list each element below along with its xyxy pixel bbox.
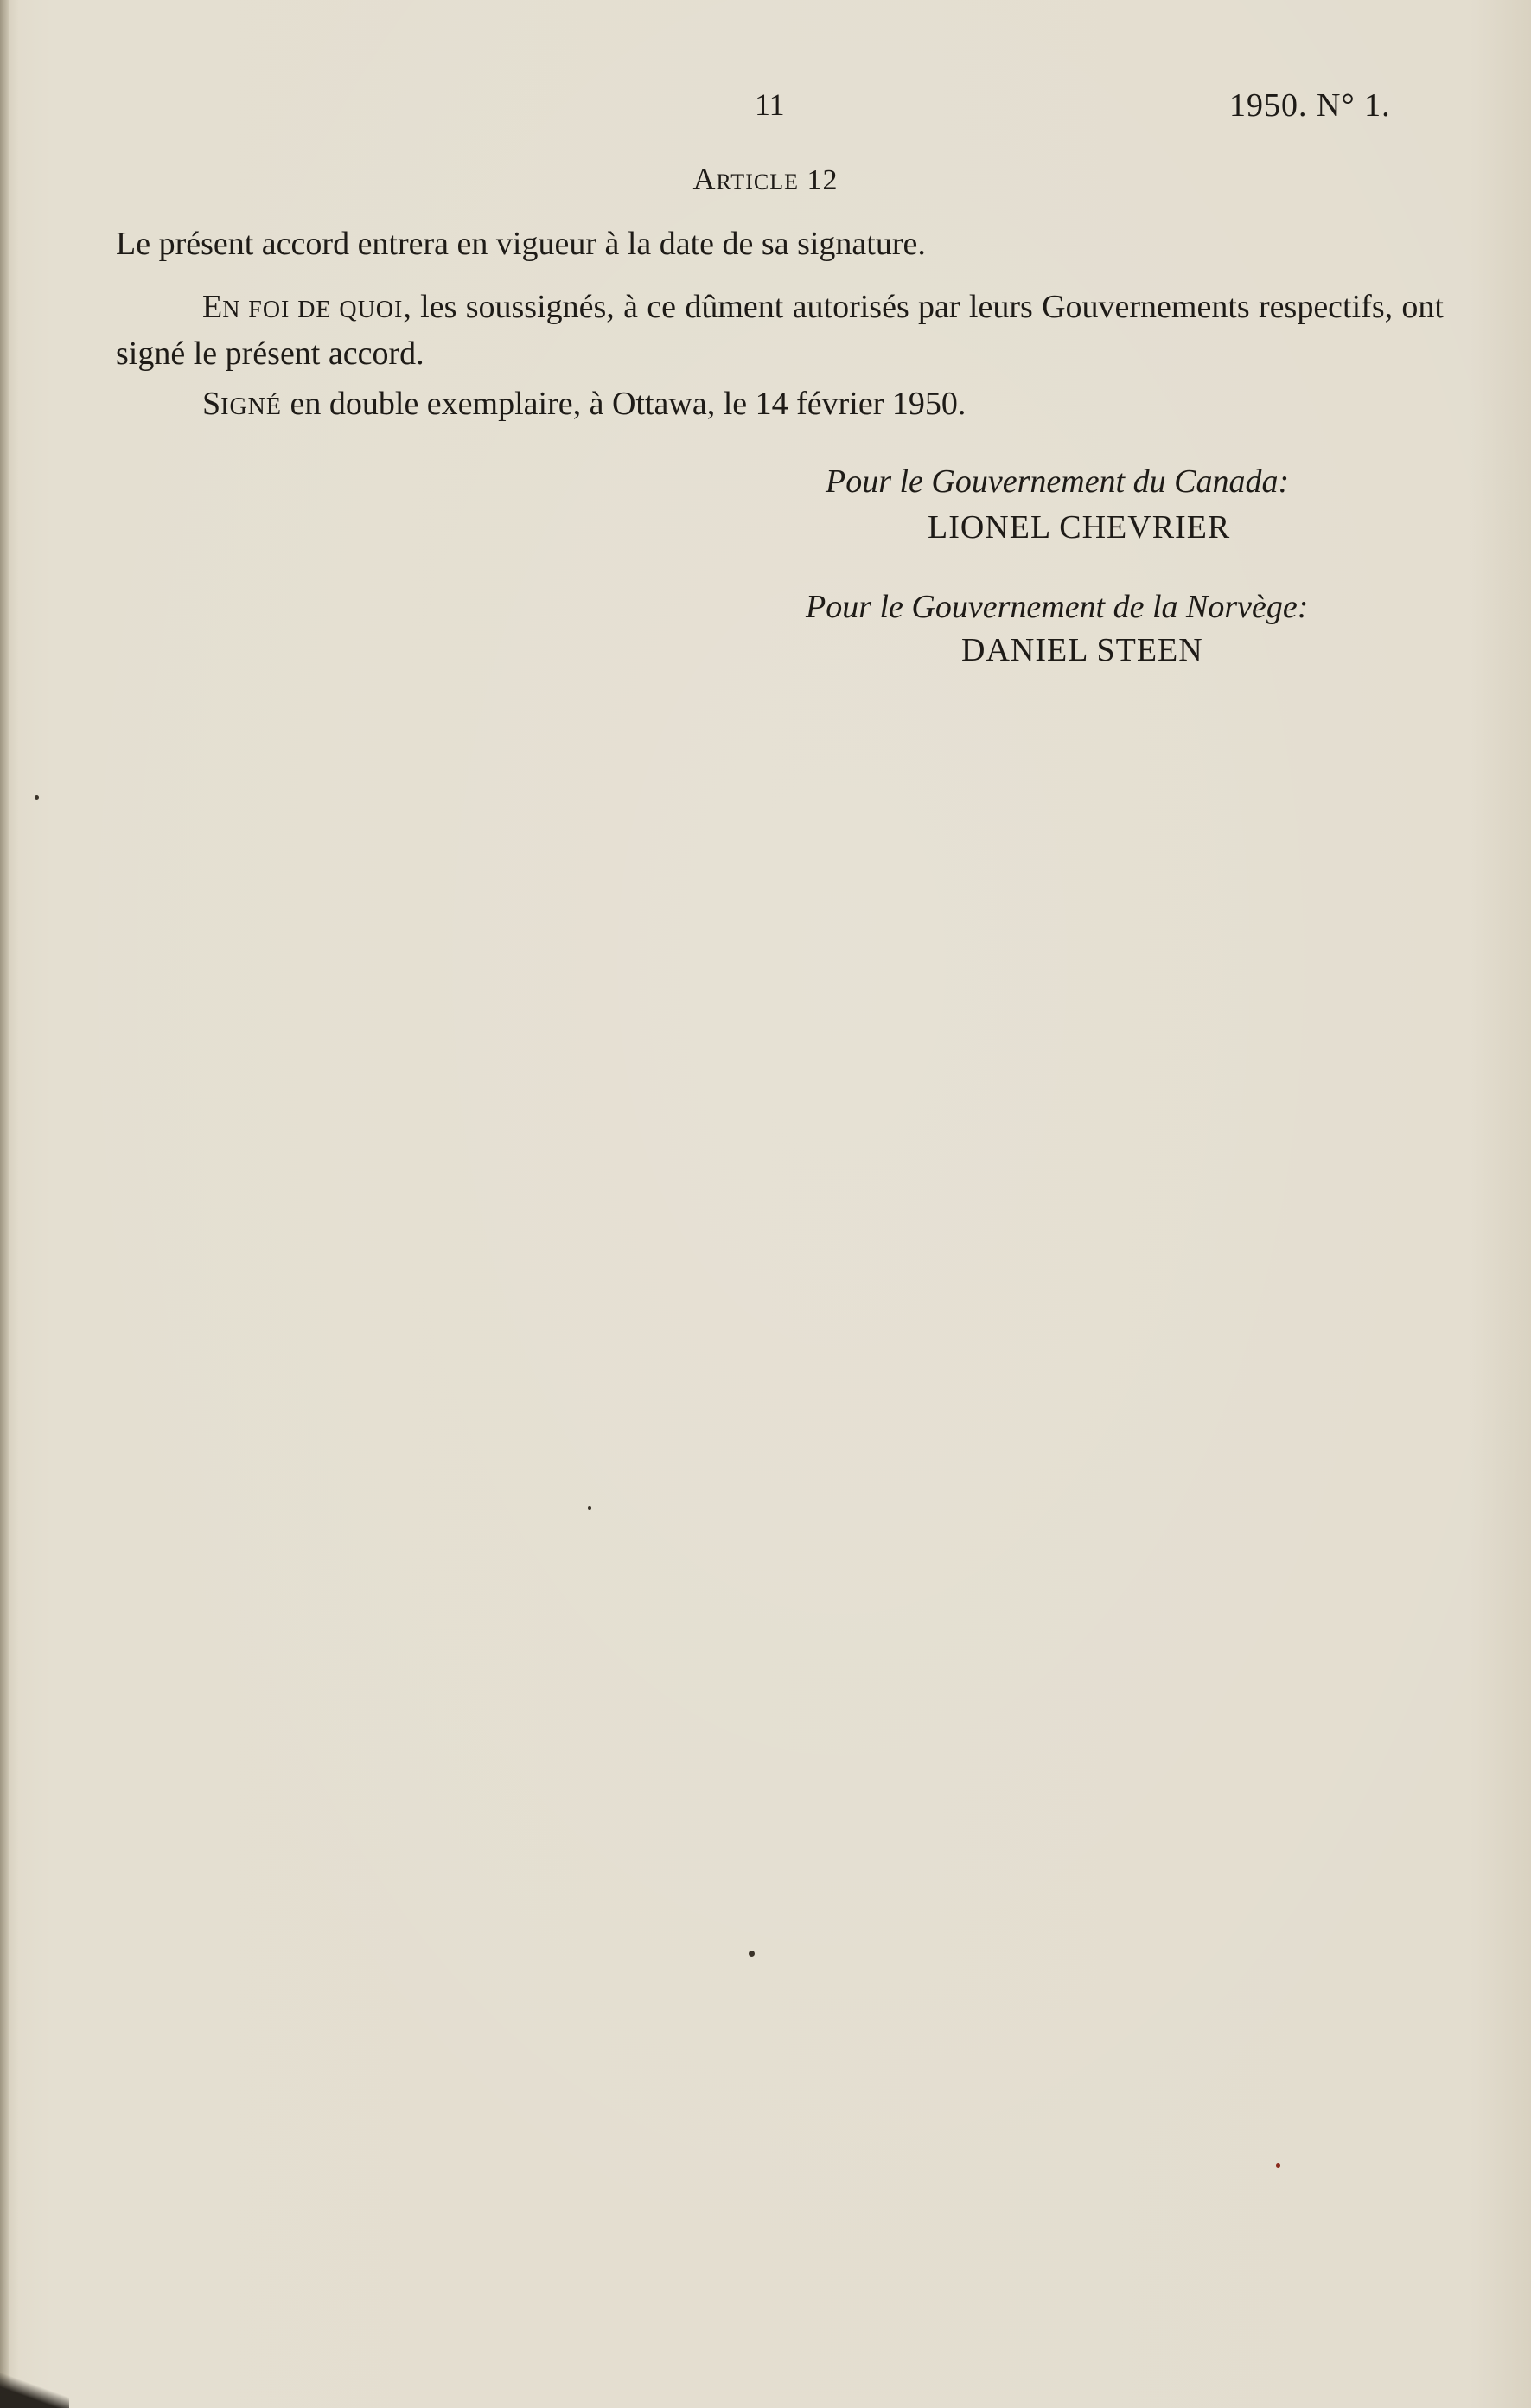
paragraph-signed <box>116 382 1444 429</box>
paper-speck <box>1276 2163 1280 2168</box>
article-heading-rest: RTICLE <box>716 169 799 195</box>
in-witness-lead: E <box>202 289 223 325</box>
paper-speck <box>588 1506 591 1510</box>
page-number: 11 <box>755 87 785 122</box>
in-witness-text: , les soussignés, à ce dûment autorisés par leurs Gouvernements respectifs, ont signé le présent accord. <box>116 289 1444 372</box>
signature-label-norway: Pour le Gouvernement de la Norvège: <box>806 589 1309 625</box>
paragraph-entry-into-force-text: Le présent accord entrera en vigueur à la date de sa signature. <box>116 226 926 262</box>
signature-label-canada: Pour le Gouvernement du Canada: <box>826 463 1290 500</box>
signed-text: en double exemplaire, à Ottawa, le 14 février 1950. <box>282 386 966 422</box>
article-heading-number: 12 <box>807 164 839 196</box>
paper-speck <box>749 1951 755 1957</box>
binding-edge <box>0 0 9 2408</box>
paragraph-in-witness <box>116 285 1444 375</box>
article-heading <box>0 161 1531 197</box>
paper-speck <box>35 795 39 800</box>
page-corner-shadow <box>0 2373 69 2408</box>
signed-smallcaps: IGNÉ <box>220 393 283 420</box>
signatory-name-canada: LIONEL CHEVRIER <box>928 509 1231 546</box>
in-witness-smallcaps: N FOI DE QUOI <box>222 297 404 323</box>
document-reference: 1950. N° 1. <box>1229 87 1391 124</box>
paragraph-entry-into-force <box>116 222 1444 265</box>
signatory-name-norway: DANIEL STEEN <box>961 632 1203 668</box>
article-heading-lead: A <box>692 162 717 196</box>
signed-lead: S <box>202 386 221 422</box>
